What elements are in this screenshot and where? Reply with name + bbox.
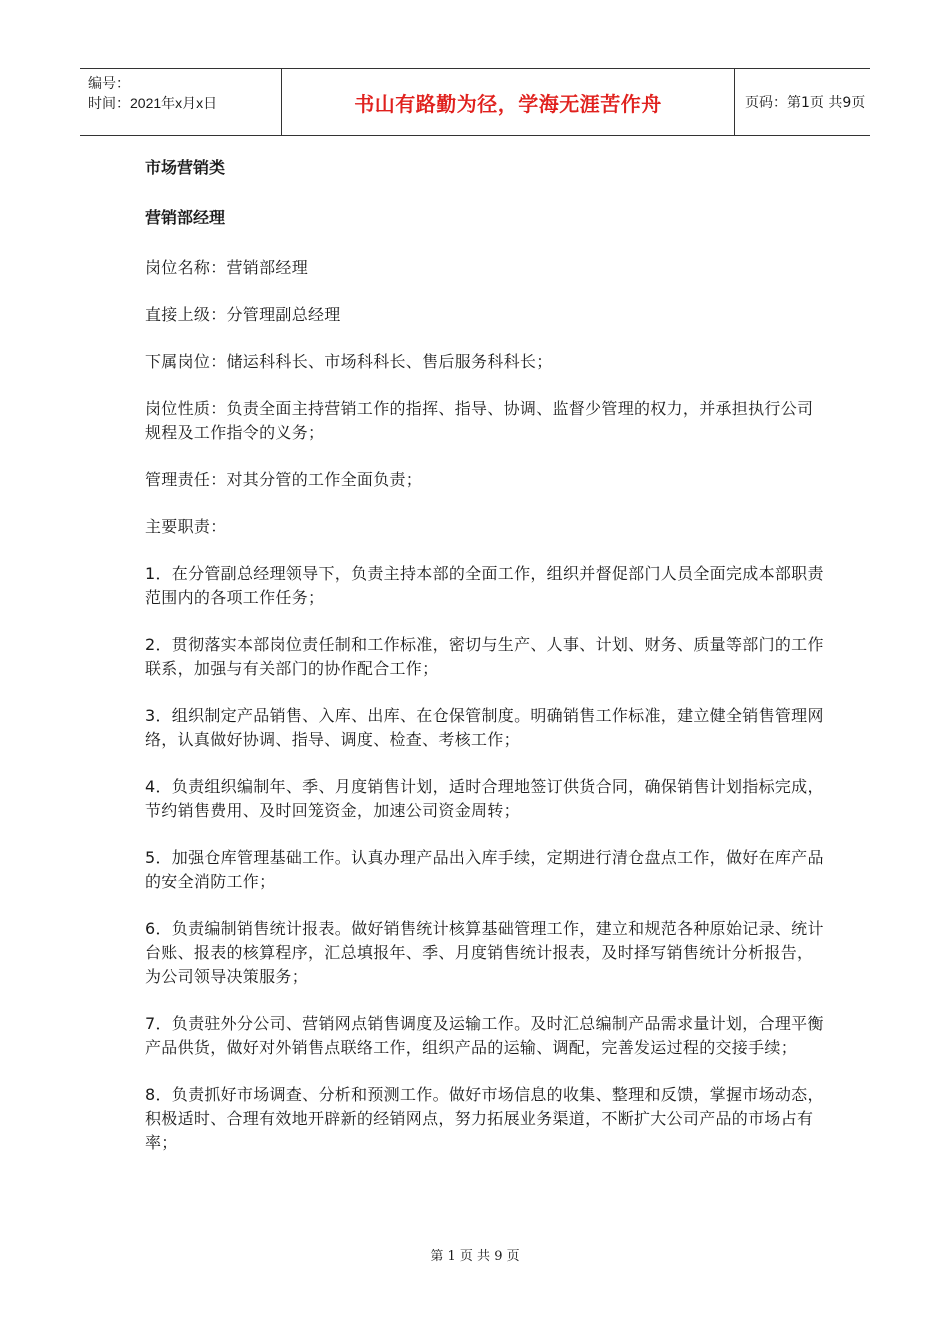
header-meta: [80, 69, 282, 135]
number-label: 编号：: [88, 75, 130, 91]
category-heading: 市场营销类: [145, 158, 226, 177]
paragraph: 下属岗位：储运科科长、市场科科长、售后服务科科长；: [145, 352, 553, 371]
duty-item: 6．负责编制销售统计报表。做好销售统计核算基础管理工作，建立和规范各种原始记录、统计台账、报表的核算程序，汇总填报年、季、月度销售统计报表，及时择写销售统计分析报告，为公司领导决策服务；: [145, 919, 824, 986]
date-label: 时间：2021年x月x日: [88, 95, 218, 111]
document-body: [145, 156, 825, 1178]
header-page-info: 页码：第1页 共9页: [745, 95, 866, 111]
duty-item: 1．在分管副总经理领导下，负责主持本部的全面工作，组织并督促部门人员全面完成本部职责范围内的各项工作任务；: [145, 564, 824, 607]
duty-item: 8．负责抓好市场调查、分析和预测工作。做好市场信息的收集、整理和反馈，掌握市场动态，积极适时、合理有效地开辟新的经销网点，努力拓展业务渠道，不断扩大公司产品的市场占有率；: [145, 1085, 824, 1152]
paragraph: 主要职责：: [145, 517, 227, 536]
duty-item: 2．贯彻落实本部岗位责任制和工作标准，密切与生产、人事、计划、财务、质量等部门的工作联系，加强与有关部门的协作配合工作；: [145, 635, 824, 678]
document-header: [80, 68, 870, 136]
paragraph: 岗位性质：负责全面主持营销工作的指挥、指导、协调、监督少管理的权力，并承担执行公司规程及工作指令的义务；: [145, 399, 814, 442]
duty-item: 5．加强仓库管理基础工作。认真办理产品出入库手续，定期进行清仓盘点工作，做好在库产品的安全消防工作；: [145, 848, 824, 891]
duty-item: 3．组织制定产品销售、入库、出库、在仓保管制度。明确销售工作标准，建立健全销售管理网络，认真做好协调、指导、调度、检查、考核工作；: [145, 706, 824, 749]
position-title: 营销部经理: [145, 208, 226, 227]
paragraph: 岗位名称：营销部经理: [145, 258, 309, 277]
duty-item: 7．负责驻外分公司、营销网点销售调度及运输工作。及时汇总编制产品需求量计划，合理平衡产品供货，做好对外销售点联络工作，组织产品的运输、调配，完善发运过程的交接手续；: [145, 1014, 824, 1057]
header-motto: 书山有路勤为径，学海无涯苦作舟: [282, 69, 735, 135]
page-footer: 第 1 页 共 9 页: [430, 1249, 520, 1264]
paragraph: 直接上级：分管理副总经理: [145, 305, 341, 324]
duty-item: 4．负责组织编制年、季、月度销售计划，适时合理地签订供货合同，确保销售计划指标完成，节约销售费用、及时回笼资金，加速公司资金周转；: [145, 777, 824, 820]
paragraph: 管理责任：对其分管的工作全面负责；: [145, 470, 423, 489]
